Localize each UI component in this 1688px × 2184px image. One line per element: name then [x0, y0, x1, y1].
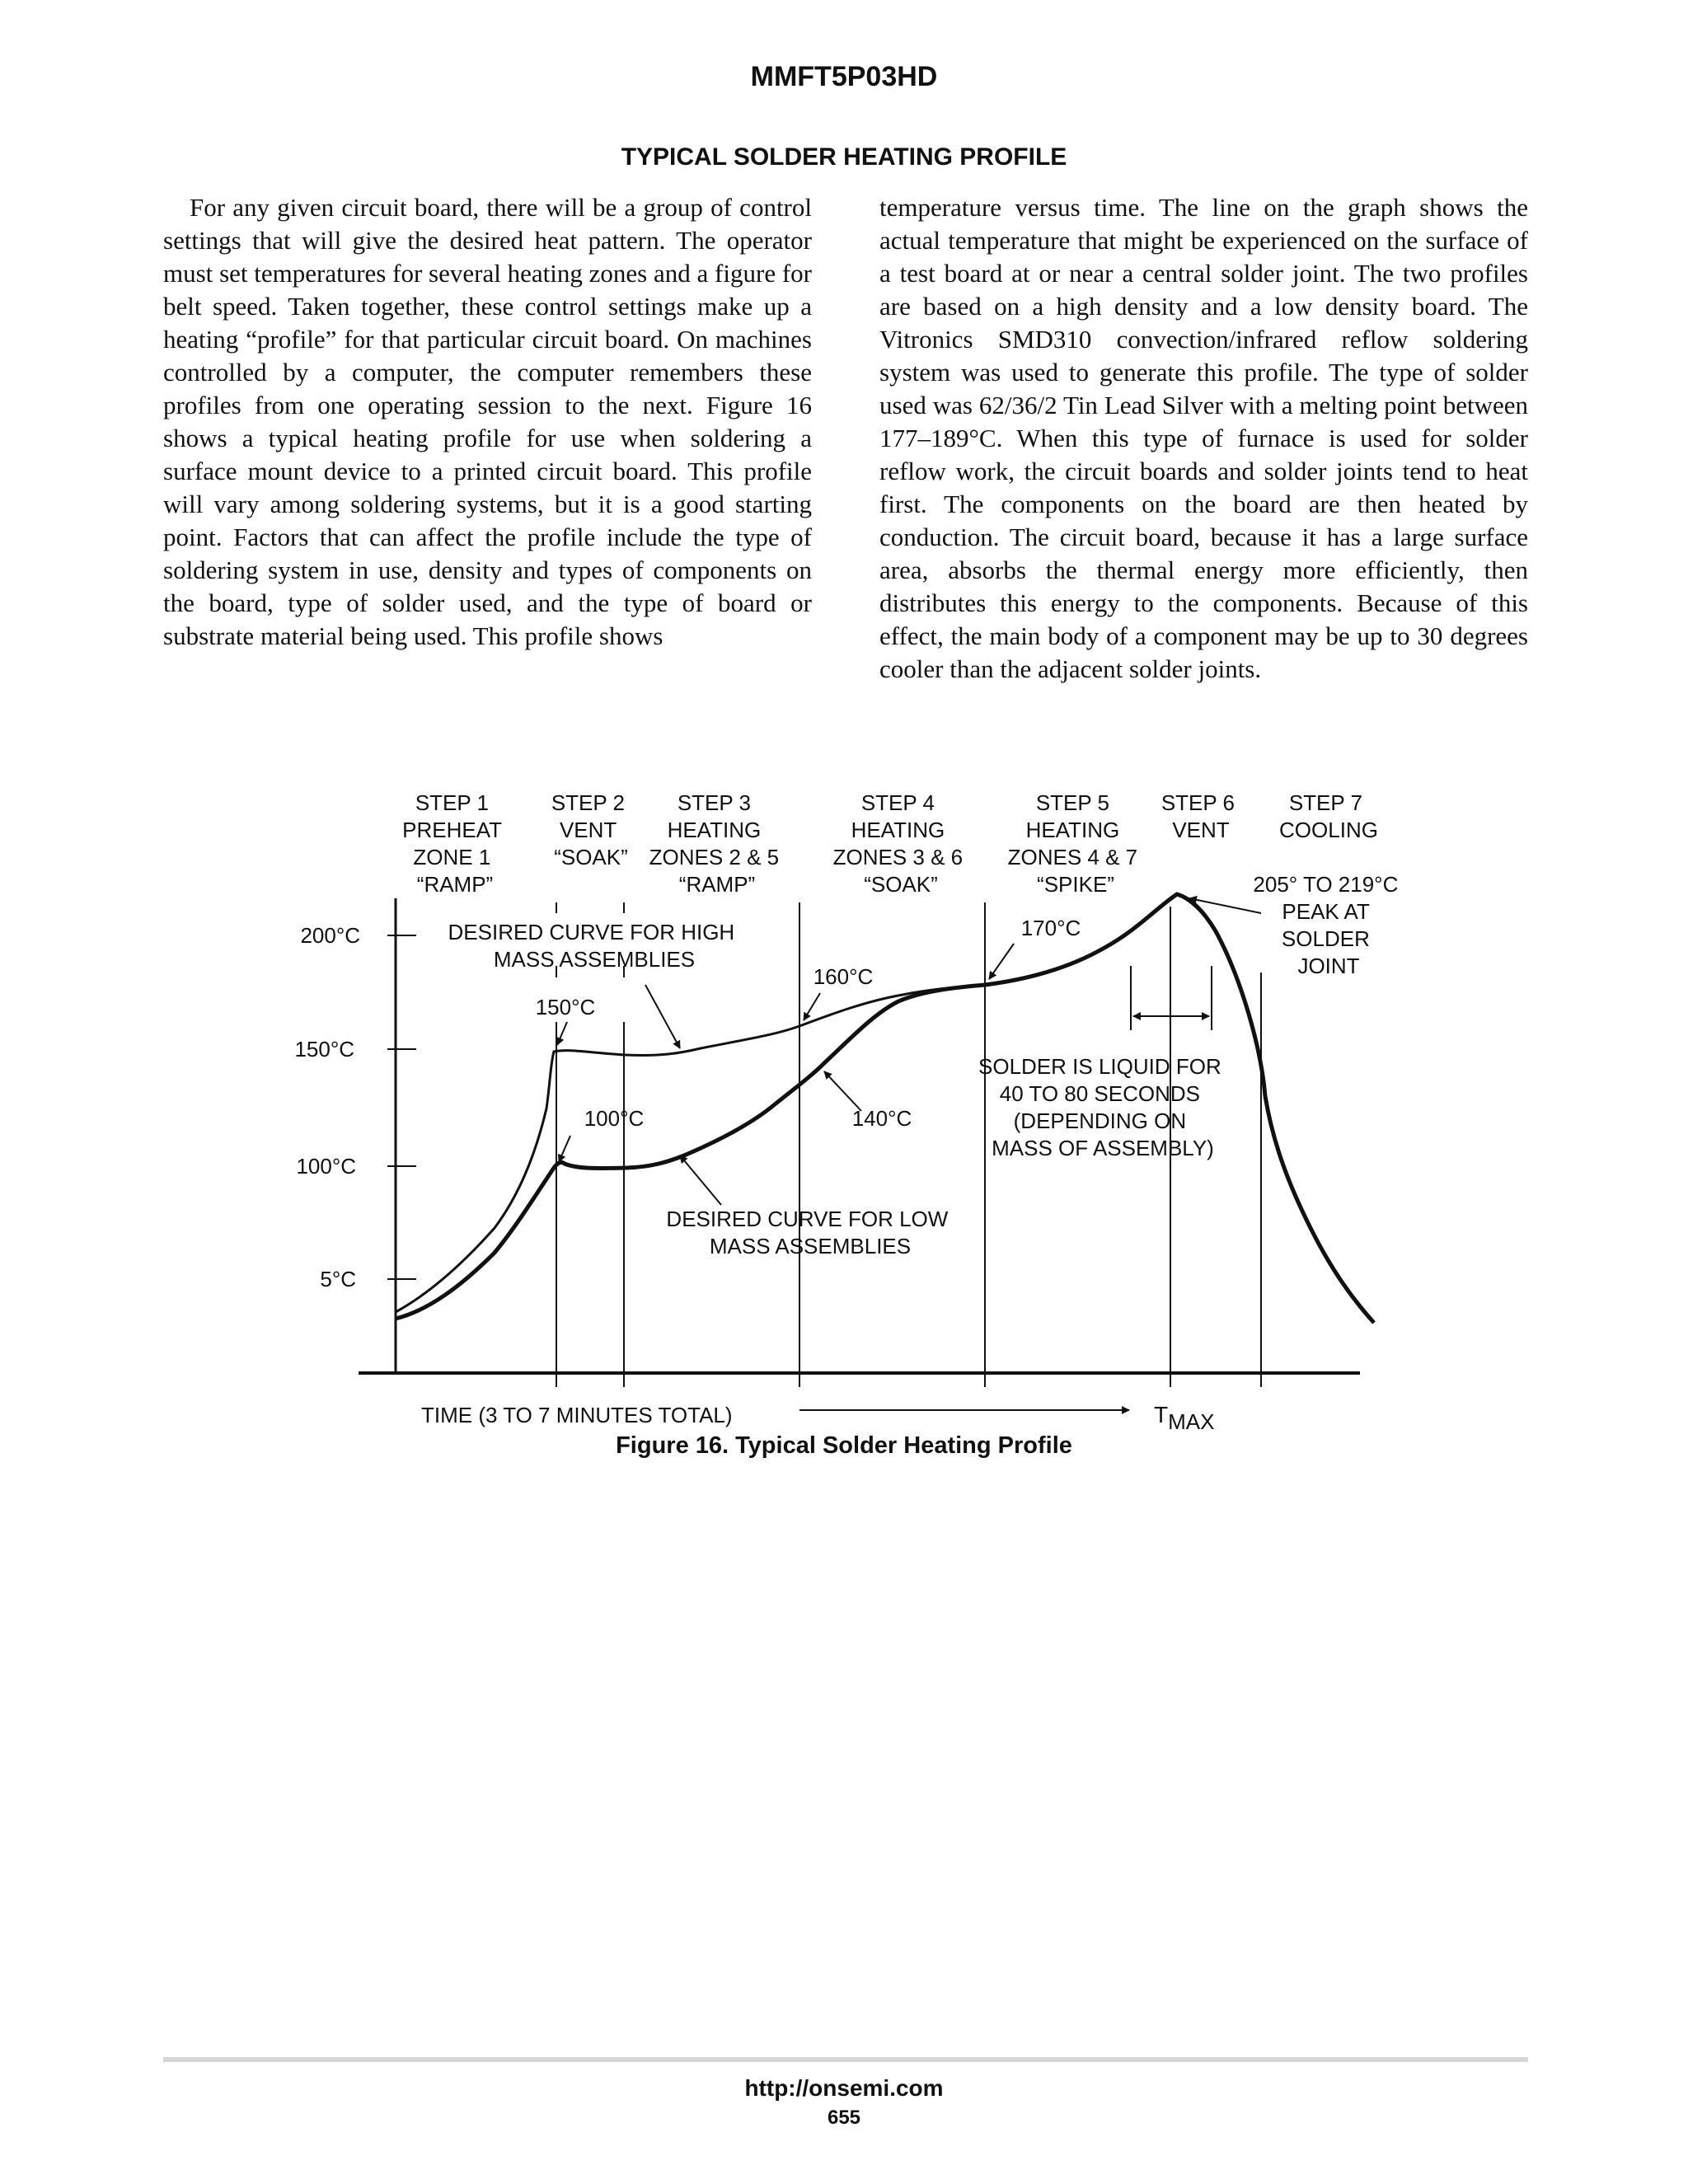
- annotation-140c-pointer: [824, 1071, 861, 1111]
- y-tick-label-100: 100°C: [296, 1154, 356, 1179]
- step-5-line: HEATING: [1025, 818, 1120, 842]
- step-4-line: ZONES 3 & 6: [832, 845, 964, 869]
- step-5-line: STEP 5: [1035, 790, 1109, 815]
- annotation-170c: 170°C: [1020, 916, 1081, 940]
- footer-url[interactable]: http://onsemi.com: [744, 2075, 944, 2101]
- step-7-line: COOLING: [1279, 818, 1378, 842]
- step-1-line: ZONE 1: [413, 845, 491, 869]
- section-title: TYPICAL SOLDER HEATING PROFILE: [621, 143, 1067, 171]
- step-5-label: [1008, 790, 1144, 897]
- step-2-line: “SOAK”: [554, 845, 628, 869]
- annotation-160c-pointer: [804, 993, 820, 1020]
- step-7-line: STEP 7: [1288, 790, 1362, 815]
- step-6-label: [1161, 790, 1240, 842]
- low-mass-pointer: [680, 1155, 721, 1205]
- document-part-number: MMFT5P03HD: [750, 61, 938, 92]
- liquid-label-line: 40 TO 80 SECONDS: [999, 1081, 1201, 1106]
- step-2-line: VENT: [559, 818, 617, 842]
- step-7-label: [1279, 790, 1378, 842]
- step-3-label: [649, 790, 785, 897]
- step-2-line: STEP 2: [551, 790, 625, 815]
- y-tick-label-150: 150°C: [294, 1037, 354, 1062]
- annotation-150c-pointer: [557, 1022, 567, 1045]
- step-3-line: “RAMP”: [678, 872, 756, 897]
- liquid-label-line: MASS OF ASSEMBLY): [992, 1136, 1214, 1160]
- body-paragraph-left: For any given circuit board, there will be a group of control settings that will give the desired heat pattern. The operator must set temperatures for several heating zones and a figure for belt speed. Taken together, these control settings make up a heating “profile” for that particular circuit board. On machines controlled by a computer, the computer remembers these profiles from one operating session to the next. Figure 16 shows a typical heating profile for use when soldering a surface mount device to a printed circuit board. This profile will vary among soldering systems, but it is a good starting point. Factors that can affect the profile include the type of soldering system in use, density and types of components on the board, type of solder used, and the type of board or substrate material being used. This profile shows: [163, 193, 812, 650]
- annotation-140c: 140°C: [851, 1106, 912, 1131]
- body-column-right: [879, 191, 1528, 686]
- low-mass-label-line: MASS ASSEMBLIES: [709, 1234, 912, 1258]
- annotation-170c-pointer: [989, 944, 1014, 979]
- step-1-line: PREHEAT: [402, 818, 502, 842]
- x-axis-label: TIME (3 TO 7 MINUTES TOTAL): [421, 1403, 733, 1427]
- step-1-line: STEP 1: [415, 790, 489, 815]
- body-column-left: [163, 191, 812, 653]
- tmax-subscript: MAX: [1168, 1409, 1215, 1434]
- peak-label-line: SOLDER: [1281, 926, 1370, 951]
- step-1-line: “RAMP”: [416, 872, 494, 897]
- liquid-label-line: SOLDER IS LIQUID FOR: [978, 1054, 1221, 1079]
- step-5-line: ZONES 4 & 7: [1007, 845, 1138, 869]
- low-mass-curve-label: [666, 1207, 954, 1258]
- annotation-100c-pointer: [559, 1136, 570, 1162]
- step-5-line: “SPIKE”: [1037, 872, 1114, 897]
- step-4-line: STEP 4: [860, 790, 935, 815]
- step-4-line: “SOAK”: [864, 872, 938, 897]
- step-6-line: VENT: [1172, 818, 1230, 842]
- step-4-line: HEATING: [851, 818, 945, 842]
- step-3-line: STEP 3: [677, 790, 751, 815]
- peak-label-line: PEAK AT: [1282, 899, 1370, 924]
- body-paragraph-right: temperature versus time. The line on the graph shows the actual temperature that might be experienced on the surface of a test board at or near a central solder joint. The two profiles are based on a high density and a low density board. The Vitronics SMD310 convection/infrared reflow soldering system was used to generate this profile. The type of solder used was 62/36/2 Tin Lead Silver with a melting point between 177–189°C. When this type of furnace is used for solder reflow work, the circuit boards and solder joints tend to heat first. The components on the board are then heated by conduction. The circuit board, because it has a large surface area, absorbs the thermal energy more efficiently, then distributes this energy to the components. Because of this effect, the main body of a component may be up to 30 degrees cooler than the adjacent solder joints.: [879, 193, 1528, 683]
- high-mass-label-line: DESIRED CURVE FOR HIGH: [448, 920, 735, 944]
- figure-caption: Figure 16. Typical Solder Heating Profile: [616, 1432, 1072, 1459]
- y-tick-label-200: 200°C: [300, 923, 360, 948]
- annotation-100c: 100°C: [584, 1106, 645, 1131]
- solder-heating-profile-chart: [280, 775, 1401, 1434]
- y-tick-label-5: 5°C: [320, 1267, 356, 1291]
- low-mass-label-line: DESIRED CURVE FOR LOW: [666, 1207, 949, 1231]
- annotation-150c: 150°C: [535, 995, 596, 1019]
- step-1-label: [402, 790, 508, 897]
- annotation-liquid: [978, 1054, 1227, 1160]
- step-2-label: [551, 790, 631, 869]
- tmax-label: [1154, 1402, 1214, 1434]
- annotation-160c: 160°C: [813, 964, 874, 989]
- footer-divider: [163, 2057, 1528, 2062]
- annotation-peak: [1253, 872, 1401, 978]
- tmax-main: T: [1154, 1402, 1169, 1427]
- page-number: 655: [827, 2107, 861, 2129]
- peak-label-line: JOINT: [1297, 954, 1360, 978]
- high-mass-label-line: MASS ASSEMBLIES: [493, 947, 696, 972]
- step-6-line: STEP 6: [1160, 790, 1235, 815]
- high-mass-pointer: [645, 985, 680, 1048]
- step-3-line: ZONES 2 & 5: [649, 845, 780, 869]
- step-3-line: HEATING: [667, 818, 762, 842]
- high-mass-curve-label: [448, 920, 741, 972]
- step-4-label: [833, 790, 969, 897]
- peak-label-line: 205° TO 219°C: [1253, 872, 1399, 897]
- liquid-label-line: (DEPENDING ON: [1013, 1108, 1187, 1133]
